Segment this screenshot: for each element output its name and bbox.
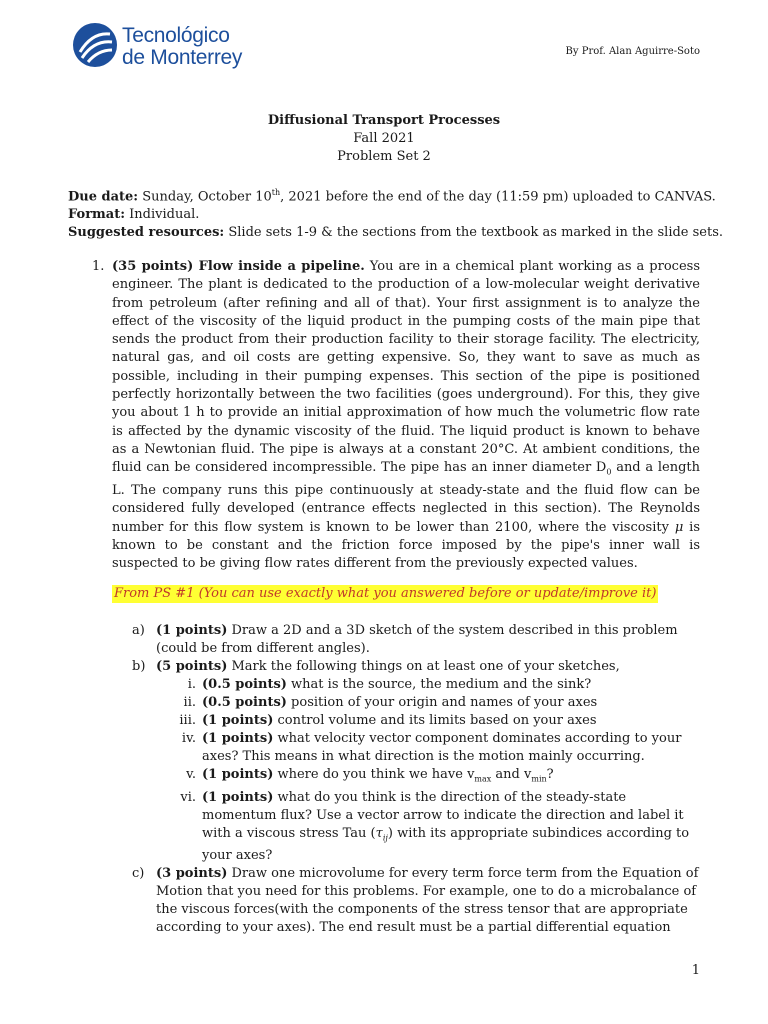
- subquestion-vi: [132, 789, 702, 866]
- mu-symbol: μ: [674, 519, 684, 535]
- due-date-sup: th: [271, 188, 281, 197]
- subquestion-label: ii.: [183, 695, 196, 710]
- question-points: (5 points): [156, 659, 228, 674]
- vmax-sub: max: [474, 774, 492, 784]
- question-a: [132, 622, 702, 658]
- subquestion-text-b: and v: [491, 767, 532, 782]
- due-date-label: Due date:: [68, 189, 139, 205]
- problem-number: 1.: [92, 259, 105, 274]
- resources-text: Slide sets 1-9 & the sections from the textbook as marked in the slide sets.: [224, 225, 724, 241]
- question-text: Mark the following things on at least one of your sketches,: [227, 659, 620, 674]
- subquestion-text: position of your origin and names of your axes: [286, 695, 598, 710]
- resources-row: [68, 224, 724, 242]
- subquestion-i: [132, 676, 702, 694]
- subquestion-iii: [132, 712, 702, 730]
- subquestion-points: (1 points): [202, 731, 274, 746]
- format-label: Format:: [68, 207, 126, 223]
- highlight-note: From PS #1 (You can use exactly what you answered before or update/improve it): [114, 586, 657, 601]
- tec-emblem-icon: [72, 22, 118, 68]
- logo-text-line1: Tecnológico: [122, 24, 230, 47]
- problem-body: [112, 258, 700, 574]
- question-list: [132, 622, 702, 937]
- resources-label: Suggested resources:: [68, 225, 225, 241]
- problem-set-title: Problem Set 2: [337, 149, 431, 164]
- subquestion-label: vi.: [180, 789, 196, 805]
- subquestion-text-c: ?: [546, 767, 554, 782]
- subquestion-points: (0.5 points): [202, 677, 287, 692]
- subquestion-points: (0.5 points): [202, 695, 287, 710]
- problem-text2: and a length L. The company runs this pipe continuously at steady-state and the fluid flow can be considered fully developed (entrance effects neglected in this section). The Reynolds number for this flow system is known to be lower than 2100, where the viscosity: [112, 460, 700, 535]
- subquestion-points: (1 points): [202, 713, 274, 728]
- question-points: (1 points): [156, 623, 228, 638]
- tau-sub: ij: [382, 833, 388, 843]
- problem-sub0: 0: [606, 467, 612, 477]
- subquestion-text: what velocity vector component dominates according to your axes? This means in what direction is the motion mainly occurring.: [202, 731, 682, 764]
- subquestion-text-b: ) with its appropriate subindices according to your axes?: [202, 825, 690, 864]
- subquestion-label: iv.: [181, 731, 196, 746]
- subquestion-label: iii.: [179, 713, 196, 728]
- problem-heading: (35 points) Flow inside a pipeline.: [112, 259, 365, 274]
- subquestion-text: what is the source, the medium and the sink?: [286, 677, 592, 692]
- subquestion-v: [132, 766, 702, 789]
- problem-text3: is known to be constant and the friction force imposed by the pipe's inner wall is suspected to be giving flow rates different from the previously expected values.: [112, 519, 700, 572]
- question-b: [132, 658, 702, 676]
- subquestion-text: what do you think is the direction of the steady-state momentum flux? Use a vector arrow to indicate the direction and label it with a viscous stress Tau (: [202, 789, 684, 841]
- question-c: [132, 865, 702, 937]
- due-date-text-a: Sunday, October 10: [138, 189, 272, 205]
- question-label: a): [132, 623, 145, 638]
- format-text: Individual.: [125, 207, 200, 223]
- tec-logo: [72, 22, 252, 74]
- problem-paragraph: [112, 258, 700, 574]
- tau-symbol: τ: [375, 825, 383, 841]
- page-number: 1: [691, 963, 700, 978]
- format-row: [68, 206, 708, 224]
- assignment-meta: [68, 184, 724, 242]
- problem-text: You are in a chemical plant working as a process engineer. The plant is dedicated to the production of a low-molecular weight derivative from petroleum (after refining and all of that). Your first assignment is to analyze the effect of the viscosity of the liquid product in the pumping costs of the main pipe that sends the product from their production facility to their storage facility. The electricity, natural gas, and oil costs are getting expensive. So, they want to save as much as possible, including in their pumping expenses. This section of the pipe is positioned perfectly horizontally between the two facilities (goes underground). For this, they give you about 1 h to provide an initial approximation of how much the volumetric flow rate is affected by the dynamic viscosity of the fluid. The liquid product is known to behave as a Newtonian fluid. The pipe is always at a constant 20°C. At ambient conditions, the fluid can be considered incompressible. The pipe has an inner diameter D: [112, 259, 700, 476]
- question-text: Draw a 2D and a 3D sketch of the system described in this problem (could be from different angles).: [156, 623, 678, 656]
- subquestion-points: (1 points): [202, 789, 274, 805]
- question-label: c): [132, 866, 145, 882]
- author-credit: By Prof. Alan Aguirre-Soto: [565, 46, 700, 57]
- subquestion-label: i.: [187, 677, 196, 692]
- due-date-text-b: , 2021 before the end of the day (11:59 pm) uploaded to CANVAS.: [280, 189, 716, 205]
- question-label: b): [132, 659, 146, 674]
- subquestion-text: where do you think we have v: [273, 767, 475, 782]
- title-block: [0, 112, 768, 166]
- term: Fall 2021: [353, 131, 415, 146]
- question-text: Draw one microvolume for every term force term from the Equation of Motion that you need for this problems. For example, one to do a microbalance of the viscous forces(with the components of the stress tensor that are appropriate according to your axes). The end result must be a partial differential equation: [156, 866, 699, 936]
- subquestion-text: control volume and its limits based on your axes: [273, 713, 597, 728]
- due-date-row: [68, 184, 716, 206]
- logo-text-line2: de Monterrey: [122, 46, 243, 69]
- subquestion-label: v.: [186, 767, 196, 782]
- vmin-sub: min: [531, 774, 547, 784]
- subquestion-points: (1 points): [202, 767, 274, 782]
- question-points: (3 points): [156, 866, 228, 882]
- subquestion-iv: [132, 730, 702, 766]
- subquestion-ii: [132, 694, 702, 712]
- course-title: Diffusional Transport Processes: [267, 113, 501, 128]
